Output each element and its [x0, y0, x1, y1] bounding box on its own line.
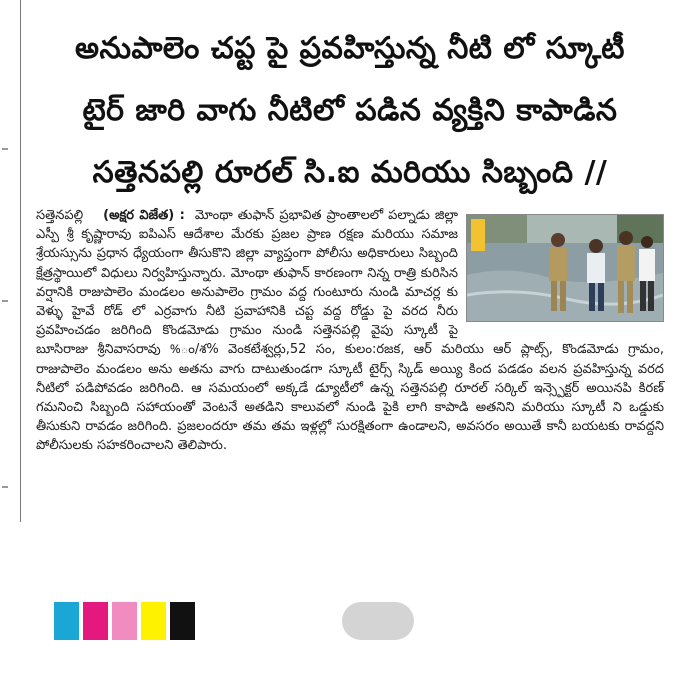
headline-line-3: సత్తెనపల్లి రూరల్ సి.ఐ మరియు సిబ్బంది // — [92, 155, 608, 190]
byline: (అక్షర విజేత) : — [103, 208, 185, 223]
scroll-indicator[interactable] — [342, 602, 414, 640]
article-text: మోంథా తుఫాన్ ప్రభావిత ప్రాంతాలలో పల్నాడు జిల్లా ఎస్పీ శ్రీ కృష్ణారావు ఐపిఎస్ ఆదేశాల మేరకు ప్రజల ప్రాణ రక్షణ మరియు సమాజ శ్రేయస్సును ప్రధాన ధ్యేయంగా తీసుకొని జిల్లా వ్యాప్తంగా పోలీసు అధికారులు సిబ్బంది క్షేత్రస్థాయిలో విధులు నిర్వహిస్తున్నారు. మోంథా తుఫాన్ కారణంగా నిన్న రాత్రి కురిసిన వర్షానికి రాజుపాలెం మండలం అనుపాలెం గ్రామం వద్ద గుంటూరు నుండి మాచర్ల కు వెళ్ళు హైవే రోడ్ లో ఎర్రవాగు నీటి ప్రవాహానికి చప్ట వద్ద రోడ్డు పై వరద నీరు ప్రవహించడం జరిగింది కొండమోడు గ్రామం నుండి సత్తెనపల్లి వైపు స్కూటీ పై బూసిరాజు శ్రీనివాసరావు %ం/శ% వెంకటేశ్వర్లు,52 సం, కులం:రజక, ఆర్ మరియు ఆర్ ప్లాట్స్, కొండమోడు గ్రామం, రాజుపాలెం మండలం అను అతను వాగు దాటుతుండగా స్కూటీ టైర్స్ స్కిడ్ అయ్యి కింద పడడం వలన ప్రవహిస్తున్న వరద నీటిలో పడిపోవడం జరిగింది. ఆ సమయంలో అక్కడే డ్యూటీలో ఉన్న సత్తెనపల్లి రూరల్ సర్కిల్ ఇన్స్పెక్టర్ అయినపి కిరణ్ గమనించి సిబ్బంది సహాయంతో వెంటనే అతడిని కాలువలో నుండి పైకి లాగి కాపాడి అతనిని మరియు స్కూటీ ని ఒడ్డుకు తీసుకుని రావడం జరిగింది. ప్రజలందరూ తమ తమ ఇళ్లల్లో సురక్షితంగా ఉండాలని, అవసరం అయితే కానీ బయటకు రావద్దని పోలీసులకు సహకరించాలని తెలిపారు. — [36, 208, 664, 454]
swatch-black — [170, 602, 195, 640]
headline-line-1: అనుపాలెం చప్ట పై ప్రవహిస్తున్న నీటి లో స్కూటీ — [75, 31, 625, 66]
swatch-cyan — [54, 602, 79, 640]
print-color-swatches — [54, 602, 199, 640]
swatch-pink — [112, 602, 137, 640]
article-body — [36, 206, 664, 456]
news-photo — [466, 214, 664, 322]
rescue-scene-image — [467, 215, 663, 321]
page-edge-marks — [0, 0, 12, 520]
swatch-yellow — [141, 602, 166, 640]
column-rule — [20, 0, 21, 522]
headline — [30, 18, 670, 204]
dateline: సత్తెనపల్లి — [36, 208, 84, 223]
swatch-magenta — [83, 602, 108, 640]
headline-line-2: టైర్ జారి వాగు నీటిలో పడిన వ్యక్తిని కాపాడిన — [82, 93, 618, 128]
